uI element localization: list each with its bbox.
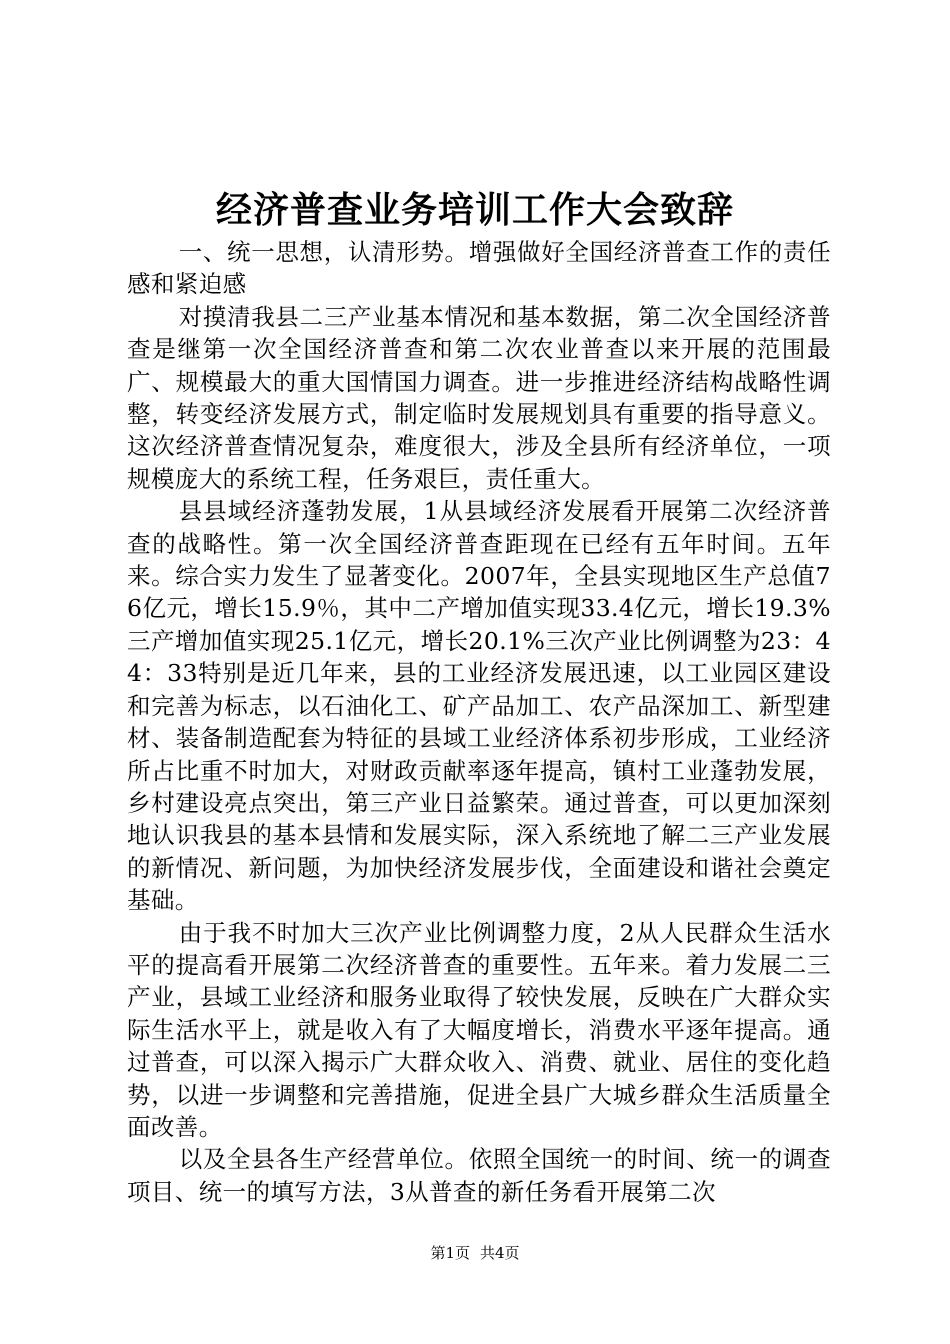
- page-number: 第1页: [430, 1244, 470, 1262]
- paragraph: 以及全县各生产经营单位。依照全国统一的时间、统一的调查项目、统一的填写方法，3从普查的新任务看开展第二次: [127, 1145, 831, 1206]
- page-total: 共4页: [480, 1244, 520, 1262]
- paragraph: 县县域经济蓬勃发展，1从县域经济发展看开展第二次经济普查的战略性。第一次全国经济普查距现在已经有五年时间。五年来。综合实力发生了显著变化。2007年，全县实现地区生产总值76亿元，增长15.9％，其中二产增加值实现33.4亿元，增长19.3%三产增加值实现25.1亿元，增长20.1%三次产业比例调整为23：44：33特别是近几年来，县的工业经济发展迅速，以工业园区建设和完善为标志，以石油化工、矿产品加工、农产品深加工、新型建材、装备制造配套为特征的县域工业经济体系初步形成，工业经济所占比重不时加大，对财政贡献率逐年提高，镇村工业蓬勃发展，乡村建设亮点突出，第三产业日益繁荣。通过普查，可以更加深刻地认识我县的基本县情和发展实际，深入系统地了解二三产业发展的新情况、新问题，为加快经济发展步伐，全面建设和谐社会奠定基础。: [127, 497, 831, 915]
- paragraph: 对摸清我县二三产业基本情况和基本数据，第二次全国经济普查是继第一次全国经济普查和第二次农业普查以来开展的范围最广、规模最大的重大国情国力调查。进一步推进经济结构战略性调整，转变经济发展方式，制定临时发展规划具有重要的指导意义。这次经济普查情况复杂，难度很大，涉及全县所有经济单位，一项规模庞大的系统工程，任务艰巨，责任重大。: [127, 302, 831, 493]
- paragraph: 由于我不时加大三次产业比例调整力度，2从人民群众生活水平的提高看开展第二次经济普查的重要性。五年来。着力发展二三产业，县域工业经济和服务业取得了较快发展，反映在广大群众实际生活水平上，就是收入有了大幅度增长，消费水平逐年提高。通过普查，可以深入揭示广大群众收入、消费、就业、居住的变化趋势，以进一步调整和完善措施，促进全县广大城乡群众生活质量全面改善。: [127, 918, 831, 1141]
- paragraph-heading-1: 一、统一思想，认清形势。增强做好全国经济普查工作的责任感和紧迫感: [127, 238, 831, 299]
- document-title: 经济普查业务培训工作大会致辞: [215, 189, 734, 231]
- page-footer: [0, 1243, 950, 1263]
- document-body: [127, 236, 831, 1208]
